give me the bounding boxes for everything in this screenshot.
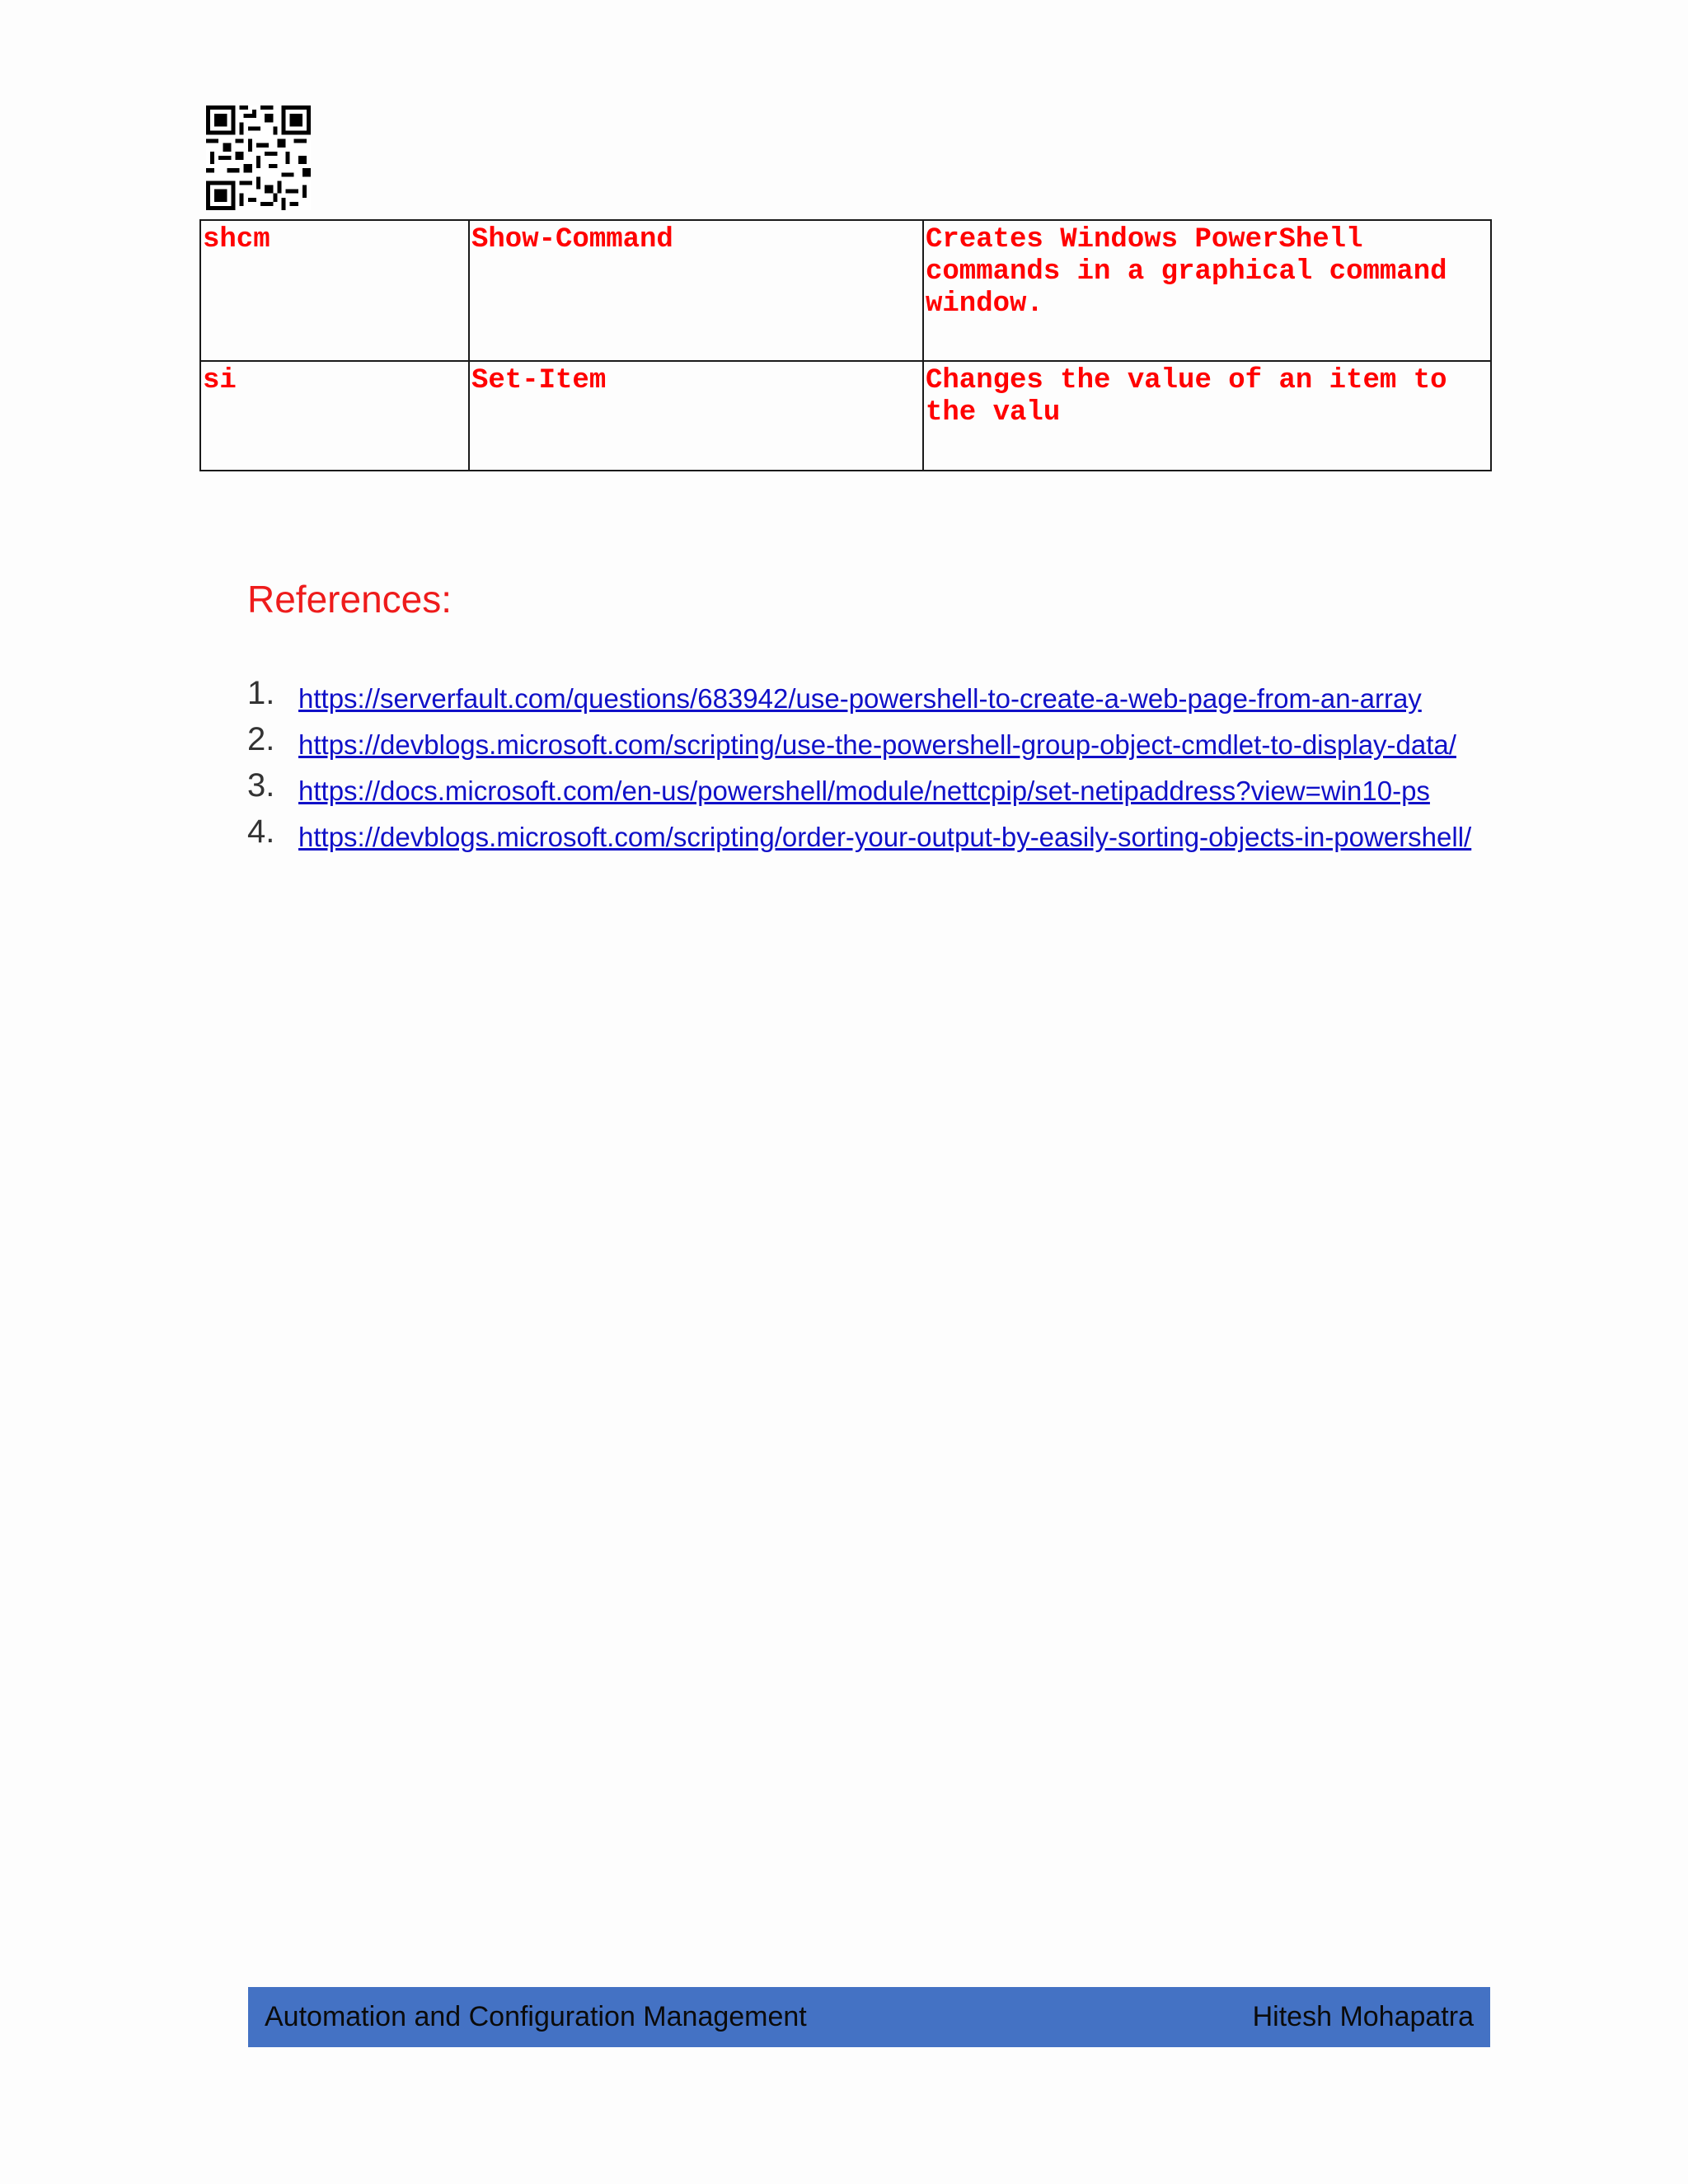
- qr-code-icon: [206, 105, 311, 210]
- references-heading: References:: [247, 578, 452, 621]
- list-number: 1.: [247, 675, 275, 711]
- description-cell: Changes the value of an item to the valu: [923, 361, 1491, 471]
- list-item: [247, 767, 1500, 809]
- cmdlet-cell: Set-Item: [469, 361, 923, 471]
- list-number: 3.: [247, 767, 275, 804]
- reference-link-4[interactable]: https://devblogs.microsoft.com/scripting/order-your-output-by-easily-sorting-objects-in-powershell/: [298, 822, 1472, 852]
- page-footer: [248, 1987, 1490, 2047]
- reference-link-3[interactable]: https://docs.microsoft.com/en-us/powershell/module/nettcpip/set-netipaddress?view=win10-ps: [298, 776, 1430, 806]
- alias-cell: si: [200, 361, 469, 471]
- reference-link-1[interactable]: https://serverfault.com/questions/683942/use-powershell-to-create-a-web-page-from-an-array: [298, 683, 1422, 714]
- list-number: 4.: [247, 813, 275, 850]
- table-row: [200, 361, 1491, 471]
- footer-author: Hitesh Mohapatra: [1252, 2001, 1474, 2032]
- commands-table: [199, 219, 1492, 471]
- list-item: [247, 675, 1500, 717]
- references-list: [247, 675, 1500, 865]
- list-number: 2.: [247, 721, 275, 757]
- list-item: [247, 721, 1500, 763]
- cmdlet-cell: Show-Command: [469, 220, 923, 361]
- alias-cell: shcm: [200, 220, 469, 361]
- description-cell: Creates Windows PowerShell commands in a graphical command window.: [923, 220, 1491, 361]
- footer-title: Automation and Configuration Management: [265, 2001, 807, 2032]
- table-row: [200, 220, 1491, 361]
- reference-link-2[interactable]: https://devblogs.microsoft.com/scripting/use-the-powershell-group-object-cmdlet-to-display-data/: [298, 729, 1456, 760]
- list-item: [247, 813, 1500, 855]
